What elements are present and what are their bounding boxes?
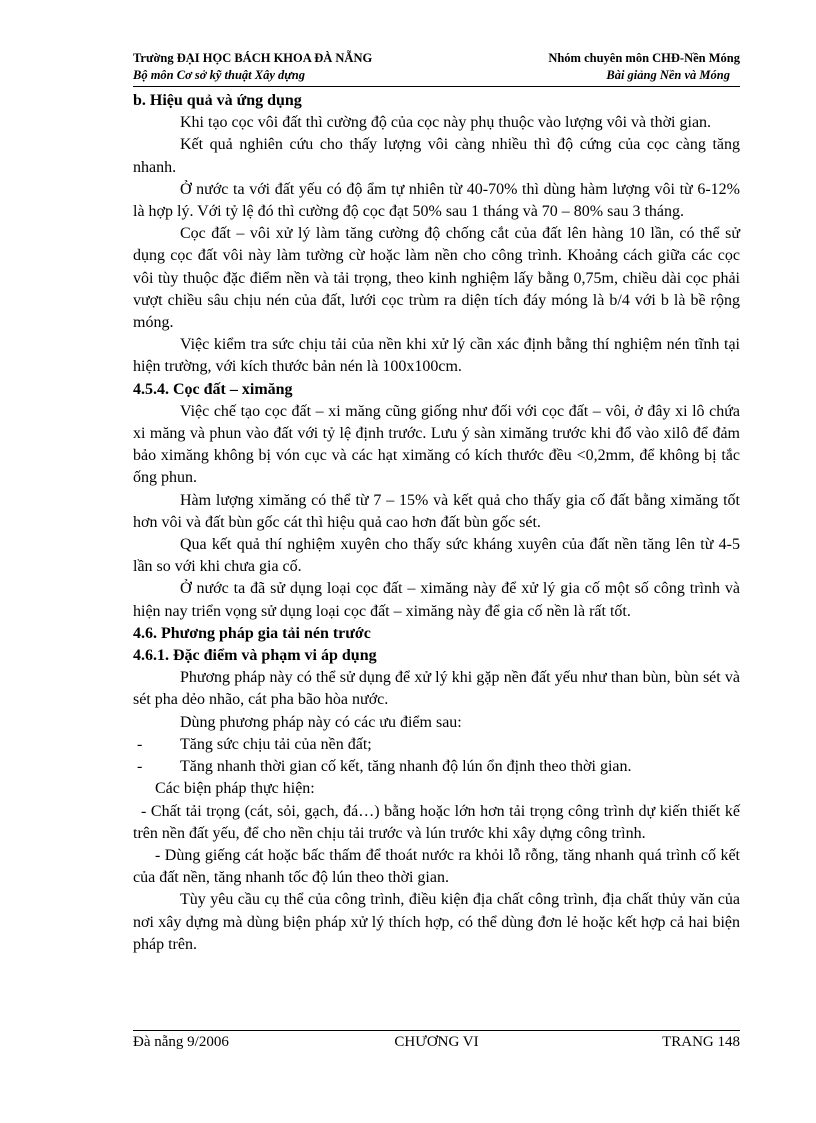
section-heading-b: b. Hiệu quả và ứng dụng bbox=[133, 92, 302, 109]
measure-text: - Chất tải trọng (cát, sỏi, gạch, đá…) bằng hoặc lớn hơn tải trọng công trình dự kiến thiết kế trên nền đất yếu, để cho nền chịu tải trước và lún trước khi xây dựng công trình. bbox=[133, 802, 740, 842]
section-heading-4-6-1: 4.6.1. Đặc điểm và phạm vi áp dụng bbox=[133, 647, 377, 665]
header-department: Bộ môn Cơ sở kỹ thuật Xây dựng bbox=[133, 68, 305, 82]
page-footer bbox=[133, 1034, 740, 1051]
list-item bbox=[133, 734, 740, 756]
paragraph: Qua kết quả thí nghiệm xuyên cho thấy sức kháng xuyên của đất nền tăng lên từ 4-5 lần so với khi chưa gia cố. bbox=[133, 536, 740, 576]
paragraph: Các biện pháp thực hiện: bbox=[155, 780, 315, 798]
paragraph: Khi tạo cọc vôi đất thì cường độ của cọc này phụ thuộc vào lượng vôi và thời gian. bbox=[180, 114, 712, 132]
paragraph: Ở nước ta đã sử dụng loại cọc đất – ximăng này để xử lý gia cố một số công trình và hiện nay triển vọng sử dụng loại cọc đất – ximăng này để gia cố nền là rất tốt. bbox=[133, 580, 740, 620]
section-heading-4-6: 4.6. Phương pháp gia tải nén trước bbox=[133, 624, 371, 642]
section-heading-4-5-4: 4.5.4. Cọc đất – ximăng bbox=[133, 380, 293, 398]
page-body bbox=[133, 90, 740, 956]
paragraph: Cọc đất – vôi xử lý làm tăng cường độ chống cắt của đất lên hàng 10 lần, có thể sử dụng cọc đất vôi này làm tường cừ hoặc làm nền cho công trình. Khoảng cách giữa các cọc vôi tùy thuộc đặc điểm nền và tải trọng, theo kinh nghiệm lấy bằng 0,75m, chiều dài cọc phải vượt chiều sâu chịu nén của đất, lưới cọc trùm ra diện tích đáy móng là b/4 với b là bề rộng móng. bbox=[133, 225, 740, 332]
paragraph: Hàm lượng ximăng có thể từ 7 – 15% và kết quả cho thấy gia cố đất bằng ximăng tốt hơn vôi và đất bùn gốc cát thì hiệu quả cao hơn đất bùn gốc sét. bbox=[133, 491, 740, 531]
paragraph: - Dùng giếng cát hoặc bấc thấm để thoát nước ra khỏi lỗ rỗng, tăng nhanh quá trình cố kết của đất nền, tăng nhanh tốc độ lún theo thời gian. bbox=[133, 846, 740, 887]
list-item bbox=[133, 756, 740, 778]
header-university: Trường ĐẠI HỌC BÁCH KHOA ĐÀ NẴNG bbox=[133, 51, 373, 65]
paragraph: Ở nước ta với đất yếu có độ ẩm tự nhiên từ 40-70% thì dùng hàm lượng vôi từ 6-12% là hợp lý. Với tỷ lệ đó thì cường độ cọc đạt 50% sau 1 tháng và 70 – 80% sau 3 tháng. bbox=[133, 180, 740, 221]
paragraph bbox=[133, 801, 740, 845]
footer-page-number: TRANG 148 bbox=[662, 1034, 740, 1050]
dash-bullet: - bbox=[137, 758, 143, 776]
paragraph: Phương pháp này có thể sử dụng để xử lý khi gặp nền đất yếu như than bùn, bùn sét và sét pha dẻo nhão, cát pha bão hòa nước. bbox=[133, 669, 740, 709]
list-item-text: Tăng sức chịu tải của nền đất; bbox=[180, 735, 372, 753]
paragraph: Tùy yêu cầu cụ thể của công trình, điều kiện địa chất công trình, địa chất thủy văn của nơi xây dựng mà dùng biện pháp xử lý thích hợp, có thể dùng đơn lẻ hoặc kết hợp cả hai biện pháp trên. bbox=[133, 891, 740, 953]
dash-bullet: - bbox=[137, 735, 143, 753]
paragraph: Việc chế tạo cọc đất – xi măng cũng giống như đối với cọc đất – vôi, ở đây xi lô chứa xi măng và phun vào đất với tỷ lệ định trước. Lưu ý sàn ximăng trước khi đổ vào xilô để đảm bảo ximăng không bị vón cục và các hạt ximăng có kích thước đều <0,2mm, để không bị tắc ống phun. bbox=[133, 402, 740, 487]
paragraph: Dùng phương pháp này có các ưu điểm sau: bbox=[180, 713, 462, 731]
header-course: Bài giảng Nền và Móng bbox=[606, 68, 730, 82]
header-rule bbox=[133, 86, 740, 87]
header-group: Nhóm chuyên môn CHĐ-Nền Móng bbox=[548, 51, 740, 65]
paragraph: Kết quả nghiên cứu cho thấy lượng vôi càng nhiều thì độ cứng của cọc càng tăng nhanh. bbox=[133, 136, 740, 176]
footer-rule bbox=[133, 1030, 740, 1031]
page-header bbox=[133, 50, 740, 84]
paragraph: Việc kiểm tra sức chịu tải của nền khi xử lý cần xác định bằng thí nghiệm nén tĩnh tại hiện trường, với kích thước bản nén là 100x100cm. bbox=[133, 336, 740, 376]
list-item-text: Tăng nhanh thời gian cố kết, tăng nhanh độ lún ổn định theo thời gian. bbox=[180, 758, 632, 776]
footer-date: Đà nẵng 9/2006 bbox=[133, 1034, 229, 1050]
footer-chapter: CHƯƠNG VI bbox=[394, 1034, 479, 1050]
